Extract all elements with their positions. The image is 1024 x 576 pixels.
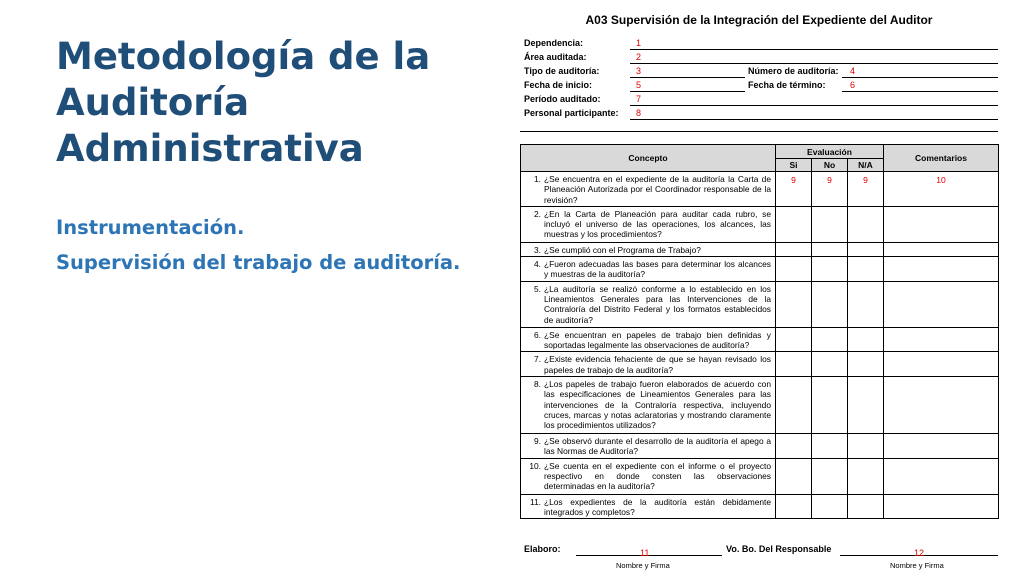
cell-com: 10 (884, 172, 999, 207)
cell-si (776, 257, 812, 282)
cell-si (776, 458, 812, 494)
cell-si: 9 (776, 172, 812, 207)
cell-no (812, 376, 848, 433)
cell-si (776, 376, 812, 433)
concept-cell (521, 433, 776, 458)
field-numero-label: Número de auditoría: (748, 66, 839, 76)
form-title: A03 Supervisión de la Integración del Expediente del Auditor (585, 13, 933, 27)
field-tipo-ref: 3 (636, 66, 642, 76)
row-number: 10. (529, 460, 541, 471)
field-area-ref: 2 (636, 52, 642, 62)
cell-na (848, 376, 884, 433)
row-number: 7. (534, 354, 541, 365)
row-question: ¿Se observó durante el desarrollo de la auditoría el apego a las Normas de Auditoría? (544, 435, 771, 457)
concept-cell (521, 172, 776, 207)
header-na: N/A (848, 159, 884, 172)
cell-com (884, 327, 999, 352)
cell-na (848, 494, 884, 519)
table-row (521, 433, 999, 458)
table-row (521, 257, 999, 282)
footer-vobo-sub: Nombre y Firma (890, 561, 944, 570)
cell-si (776, 352, 812, 377)
row-number: 5. (534, 283, 541, 294)
field-area-label: Área auditada: (524, 52, 587, 62)
cell-com (884, 352, 999, 377)
header-evaluacion: Evaluación (776, 145, 884, 159)
footer-elaboro-ref: 11 (640, 548, 650, 558)
footer-vobo-label: Vo. Bo. Del Responsable (726, 544, 832, 554)
header-no: No (812, 159, 848, 172)
cell-no (812, 206, 848, 242)
footer-elaboro-sub: Nombre y Firma (616, 561, 670, 570)
row-question: ¿Fueron adecuadas las bases para determinar los alcances y muestras de la auditoría? (544, 259, 771, 280)
cell-no: 9 (812, 172, 848, 207)
field-tipo-line (630, 65, 745, 78)
checklist-table (520, 144, 999, 519)
concept-cell (521, 352, 776, 377)
slide-subtitle-instrumentacion: Instrumentación. (56, 216, 245, 239)
cell-no (812, 433, 848, 458)
row-number: 11. (529, 496, 541, 507)
footer-elaboro-label: Elaboro: (524, 544, 561, 554)
row-number: 6. (534, 329, 541, 340)
field-fecha-termino-label: Fecha de término: (748, 80, 826, 90)
row-number: 4. (534, 259, 541, 270)
row-question: ¿En la Carta de Planeación para auditar cada rubro, se incluyó el universo de las operaciones, los alcances, las muestras y los procedimientos? (544, 208, 771, 240)
field-fecha-inicio-label: Fecha de inicio: (524, 80, 593, 90)
cell-si (776, 281, 812, 327)
field-numero-line (842, 65, 998, 78)
table-row (521, 376, 999, 433)
concept-cell (521, 206, 776, 242)
row-question: ¿Se encuentra en el expediente de la auditoría la Carta de Planeación Autorizada por el Coordinador responsable de la revisión? (544, 174, 771, 205)
header-comentarios: Comentarios (884, 145, 999, 172)
concept-cell (521, 494, 776, 519)
cell-no (812, 281, 848, 327)
field-dependencia-label: Dependencia: (524, 38, 584, 48)
concept-cell (521, 242, 776, 256)
field-numero-ref: 4 (850, 66, 856, 76)
row-question: ¿Se cuenta en el expediente con el informe o el proyecto respectivo en donde consten las observaciones determinadas en la auditoría? (544, 460, 771, 492)
cell-no (812, 242, 848, 256)
cell-na (848, 206, 884, 242)
field-area-line (630, 51, 998, 64)
cell-com (884, 376, 999, 433)
cell-na (848, 352, 884, 377)
field-fecha-termino-ref: 6 (850, 80, 856, 90)
cell-com (884, 242, 999, 256)
cell-com (884, 433, 999, 458)
field-periodo-ref: 7 (636, 94, 642, 104)
field-periodo-label: Período auditado: (524, 94, 601, 104)
cell-si (776, 242, 812, 256)
footer-vobo-ref: 12 (914, 548, 925, 558)
cell-com (884, 458, 999, 494)
concept-cell (521, 281, 776, 327)
row-question: ¿Los expedientes de la auditoría están debidamente integrados y completos? (544, 496, 771, 517)
cell-na (848, 242, 884, 256)
cell-no (812, 494, 848, 519)
cell-na (848, 327, 884, 352)
field-fecha-inicio-ref: 5 (636, 80, 642, 90)
cell-no (812, 352, 848, 377)
cell-si (776, 206, 812, 242)
row-question: ¿Se encuentran en papeles de trabajo bien definidas y soportadas legalmente las observaciones de auditoría? (544, 329, 771, 351)
table-row (521, 494, 999, 519)
header-concepto: Concepto (521, 145, 776, 172)
field-personal-label: Personal participante: (524, 108, 619, 118)
concept-cell (521, 257, 776, 282)
cell-com (884, 281, 999, 327)
cell-na: 9 (848, 172, 884, 207)
row-number: 2. (534, 208, 541, 219)
field-fecha-termino-line (842, 79, 998, 92)
table-row (521, 327, 999, 352)
field-personal-line (630, 107, 998, 120)
concept-cell (521, 327, 776, 352)
row-number: 9. (534, 435, 541, 446)
table-row (521, 206, 999, 242)
field-fecha-inicio-line (630, 79, 745, 92)
concept-cell (521, 458, 776, 494)
cell-na (848, 458, 884, 494)
row-question: ¿Existe evidencia fehaciente de que se hayan revisado los papeles de trabajo de la auditoría? (544, 354, 771, 375)
slide-subtitle-supervision: Supervisión del trabajo de auditoría. (56, 251, 461, 274)
row-number: 8. (534, 378, 541, 389)
table-row (521, 352, 999, 377)
cell-no (812, 458, 848, 494)
cell-no (812, 257, 848, 282)
form-divider (520, 131, 998, 132)
cell-na (848, 281, 884, 327)
cell-com (884, 257, 999, 282)
audit-form (520, 0, 998, 576)
row-question: ¿Los papeles de trabajo fueron elaborados de acuerdo con las especificaciones de Lineamientos Generales para las intervenciones de la Contraloría respectiva, incluyendo cruces, marcas y notas aclaratorias y mostrando claramente los procedimientos utilizados? (544, 378, 771, 431)
row-number: 3. (534, 244, 541, 255)
table-row (521, 172, 999, 207)
field-periodo-line (630, 93, 998, 106)
table-row (521, 458, 999, 494)
row-question: ¿Se cumplió con el Programa de Trabajo? (544, 244, 701, 255)
field-personal-ref: 8 (636, 108, 642, 118)
cell-no (812, 327, 848, 352)
cell-si (776, 327, 812, 352)
row-number: 1. (534, 174, 541, 184)
cell-na (848, 257, 884, 282)
cell-si (776, 494, 812, 519)
slide-title: Metodología de la Auditoría Administrativa (56, 35, 431, 170)
concept-cell (521, 376, 776, 433)
cell-com (884, 206, 999, 242)
field-dependencia-line (630, 37, 998, 50)
row-question: ¿La auditoría se realizó conforme a lo establecido en los Lineamientos Generales para las Intervenciones de la Contraloría del Distrito Federal y los formatos establecidos de auditoría? (544, 283, 771, 325)
table-row (521, 281, 999, 327)
table-row (521, 242, 999, 256)
field-dependencia-ref: 1 (636, 38, 642, 48)
header-si: Si (776, 159, 812, 172)
cell-si (776, 433, 812, 458)
cell-na (848, 433, 884, 458)
field-tipo-label: Tipo de auditoría: (524, 66, 600, 76)
cell-com (884, 494, 999, 519)
